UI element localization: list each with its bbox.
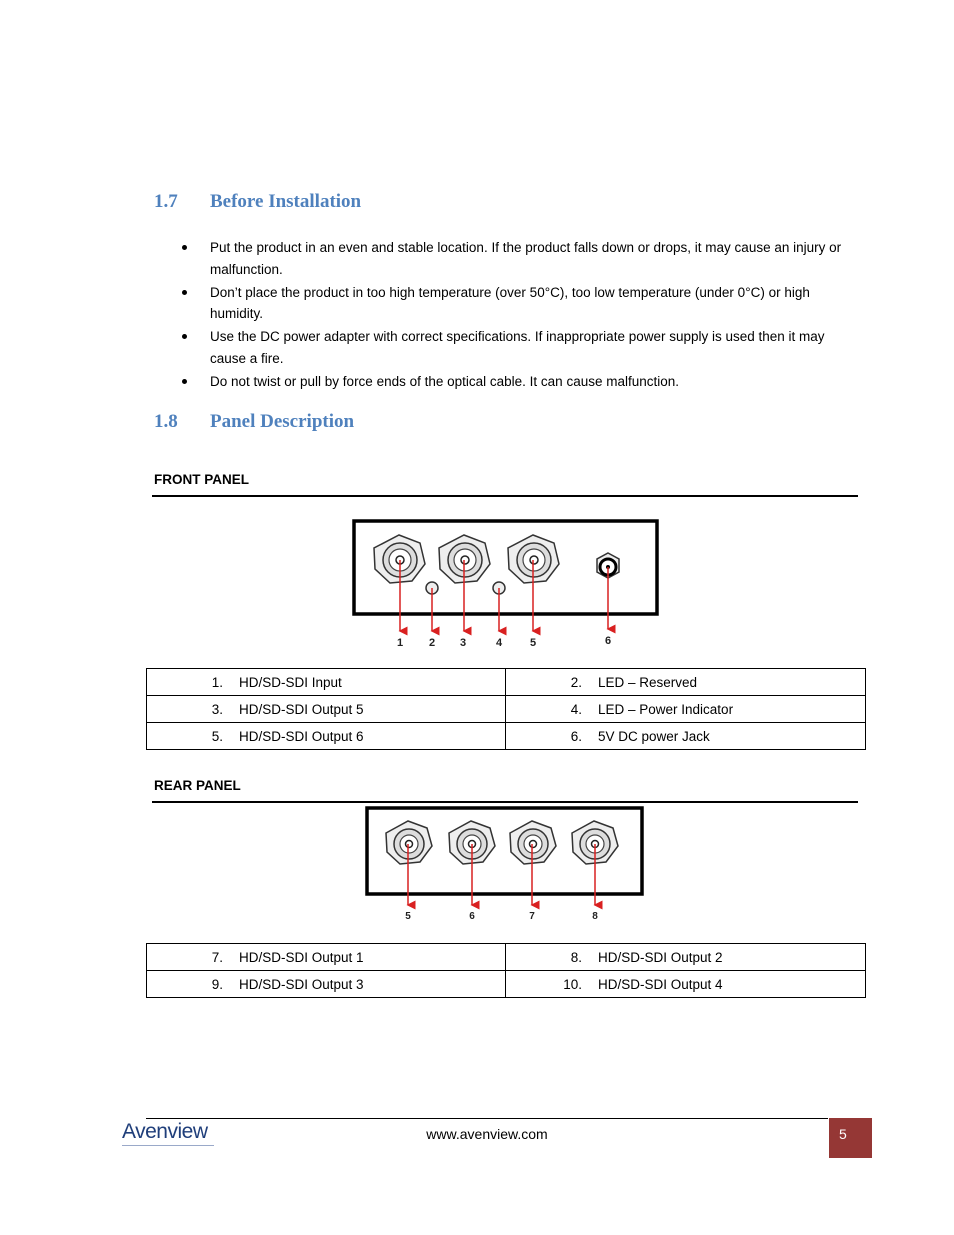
item-number: 2. [570,675,582,690]
table-cell [147,696,506,723]
front-panel-table [146,668,866,750]
item-label: LED – Power Indicator [598,702,734,717]
bullet-icon [182,245,187,250]
table-cell [506,723,866,750]
item-number: 4. [570,702,582,717]
list-item [180,237,860,280]
diagram-label: 6 [604,635,612,647]
item-label: HD/SD-SDI Output 2 [598,950,723,965]
item-number: 7. [211,950,223,965]
table-cell [506,944,866,971]
section-number: 1.7 [154,191,178,212]
diagram-label: 6 [469,911,475,922]
item-label: HD/SD-SDI Output 4 [598,977,723,992]
item-number: 9. [211,977,223,992]
diagram-label: 4 [495,637,503,649]
item-label: LED – Reserved [598,675,698,690]
bullet-text: Put the product in an even and stable location. If the product falls down or drops, it may cause an injury or malfunction. [210,240,842,277]
list-item [180,282,860,325]
bullet-text: Use the DC power adapter with correct specifications. If inappropriate power supply is used then it may cause a fire. [210,329,825,366]
item-number: 8. [570,950,582,965]
diagram-label: 5 [405,911,411,922]
list-item [180,371,860,393]
table-row [147,944,866,971]
page-number-box [829,1118,872,1158]
diagram-label: 8 [592,911,598,922]
front-panel-diagram [340,515,670,655]
item-number: 5. [211,729,223,744]
rear-panel-table [146,943,866,998]
diagram-label: 1 [396,637,404,649]
table-row [147,696,866,723]
table-cell [147,944,506,971]
bullet-icon [182,379,187,384]
rear-panel-heading: REAR PANEL [154,778,241,793]
diagram-label: 3 [459,637,467,649]
installation-bullet-list [180,237,860,394]
diagram-label: 7 [529,911,535,922]
rear-panel-rule [152,801,858,803]
item-label: HD/SD-SDI Output 3 [239,977,364,992]
item-number: 1. [211,675,223,690]
item-number: 10. [563,977,582,992]
bullet-icon [182,290,187,295]
logo-underline [122,1145,214,1146]
list-item [180,326,860,369]
item-label: HD/SD-SDI Output 5 [239,702,364,717]
rear-panel-diagram [360,804,650,924]
table-cell [506,696,866,723]
front-panel-heading: FRONT PANEL [154,472,249,487]
section-title: Before Installation [210,191,362,212]
table-cell [506,971,866,998]
section-number: 1.8 [154,411,178,432]
table-cell [147,723,506,750]
item-number: 3. [211,702,223,717]
footer-rule [146,1118,828,1119]
item-label: 5V DC power Jack [598,729,710,744]
table-row [147,723,866,750]
diagram-label: 5 [529,637,537,649]
bullet-text: Don’t place the product in too high temperature (over 50°C), too low temperature (under 0°C) or high humidity. [210,284,810,321]
section-heading-1-7 [154,191,554,215]
item-label: HD/SD-SDI Output 6 [239,729,364,744]
table-cell [506,669,866,696]
footer-url: www.avenview.com [426,1126,548,1142]
brand-logo: Avenview [122,1120,208,1143]
table-row [147,669,866,696]
diagram-label: 2 [428,637,436,649]
table-cell [147,669,506,696]
page-number: 5 [839,1126,847,1142]
section-heading-1-8 [154,411,554,435]
bullet-text: Do not twist or pull by force ends of the optical cable. It can cause malfunction. [210,373,679,389]
table-row [147,971,866,998]
section-title: Panel Description [210,411,355,432]
item-number: 6. [570,729,582,744]
bullet-icon [182,334,187,339]
item-label: HD/SD-SDI Input [239,675,342,690]
table-cell [147,971,506,998]
front-panel-rule [152,495,858,497]
item-label: HD/SD-SDI Output 1 [239,950,364,965]
